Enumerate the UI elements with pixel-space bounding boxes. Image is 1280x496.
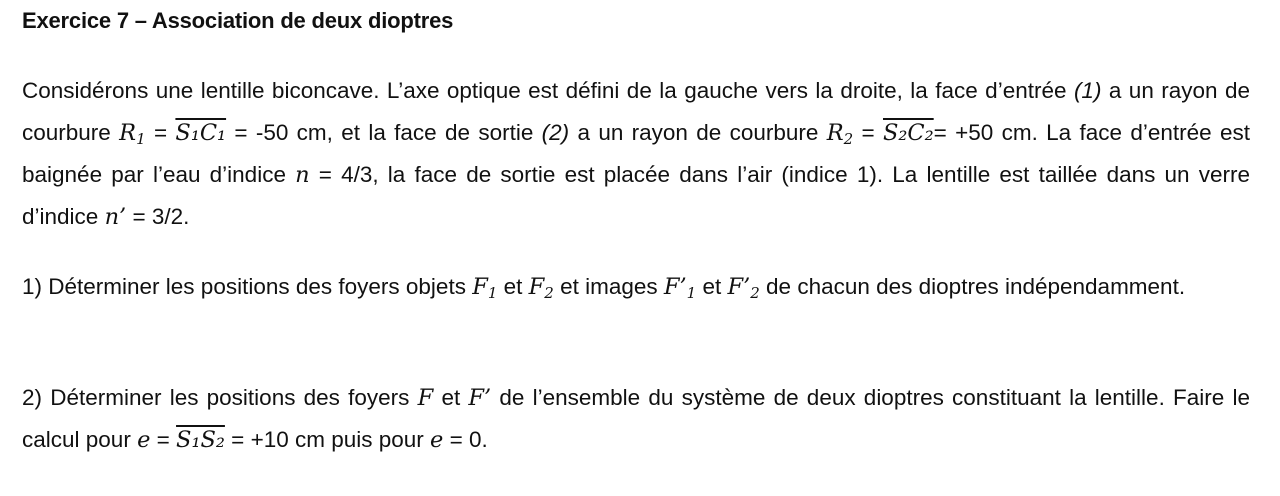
text-segment: 2) Déterminer les positions des foyers — [22, 385, 418, 410]
vector-S2C2: S₂C₂ — [883, 120, 934, 146]
text-segment: et images — [553, 274, 664, 299]
symbol-letter: F’ — [727, 274, 751, 300]
symbol-R2 — [827, 120, 854, 146]
face-exit-label: (2) — [541, 120, 570, 145]
vector-S1S2: S₁S₂ — [176, 427, 225, 453]
text-segment: = 4/3, la face de sortie est placée dans l’air (indice 1). La lentille est taillée dans un verre d’indice — [22, 162, 1250, 229]
symbol-letter: R — [119, 120, 137, 146]
subscript: 1 — [136, 130, 146, 148]
text-segment: a un rayon de courbure — [569, 120, 827, 145]
symbol-letter: F — [528, 274, 545, 300]
text-segment: de chacun des dioptres indépendamment. — [759, 274, 1186, 299]
symbol-F2 — [529, 274, 554, 300]
text-segment: et — [696, 274, 728, 299]
symbol-F-prime: F’ — [468, 385, 492, 411]
text-segment: = 3/2. — [126, 204, 190, 229]
symbol-letter: R — [826, 120, 844, 146]
symbol-R1 — [119, 120, 146, 146]
text-segment: = +50 cm. La face d’entrée est baignée par l’eau d’indice — [22, 120, 1250, 187]
symbol-n: n — [295, 162, 310, 188]
subscript: 1 — [686, 284, 697, 302]
symbol-F-prime-1 — [664, 274, 696, 300]
subscript: 2 — [544, 284, 554, 302]
face-entry-label: (1) — [1073, 78, 1102, 103]
symbol-letter: F’ — [663, 274, 687, 300]
symbol-e: e — [137, 427, 151, 453]
question-2 — [22, 377, 1250, 461]
text-segment: a un rayon de courbure — [22, 78, 1251, 145]
symbol-n-prime: n’ — [104, 204, 127, 230]
question-1 — [22, 266, 1250, 308]
paragraph-statement — [22, 70, 1250, 238]
text-segment: = — [150, 427, 177, 452]
text-segment: 1) Déterminer les positions des foyers objets — [22, 274, 473, 299]
subscript: 2 — [750, 284, 760, 302]
text-segment: = 0. — [443, 427, 488, 452]
exercise-title: Exercice 7 – Association de deux dioptres — [22, 8, 454, 33]
subscript: 1 — [487, 284, 498, 302]
text-segment: et — [433, 385, 469, 410]
symbol-e: e — [430, 427, 444, 453]
text-segment: de l’ensemble du système de deux dioptres constituant la lentille. Faire le calcul pour — [22, 385, 1250, 452]
vector-S1C1: S₁C₁ — [175, 120, 227, 146]
text-segment: Considérons une lentille biconcave. L’axe optique est défini de la gauche vers la droite, la face d’entrée — [22, 78, 1074, 103]
text-segment: = -50 cm, et la face de sortie — [226, 120, 542, 145]
text-segment: = — [145, 120, 176, 145]
text-segment: = — [853, 120, 883, 145]
symbol-F-prime-2 — [727, 274, 759, 300]
symbol-letter: F — [472, 274, 488, 300]
text-segment: = +10 cm puis pour — [224, 427, 431, 452]
symbol-F1 — [472, 274, 497, 300]
text-segment: et — [497, 274, 529, 299]
subscript: 2 — [843, 130, 854, 148]
symbol-F: F — [417, 385, 434, 411]
